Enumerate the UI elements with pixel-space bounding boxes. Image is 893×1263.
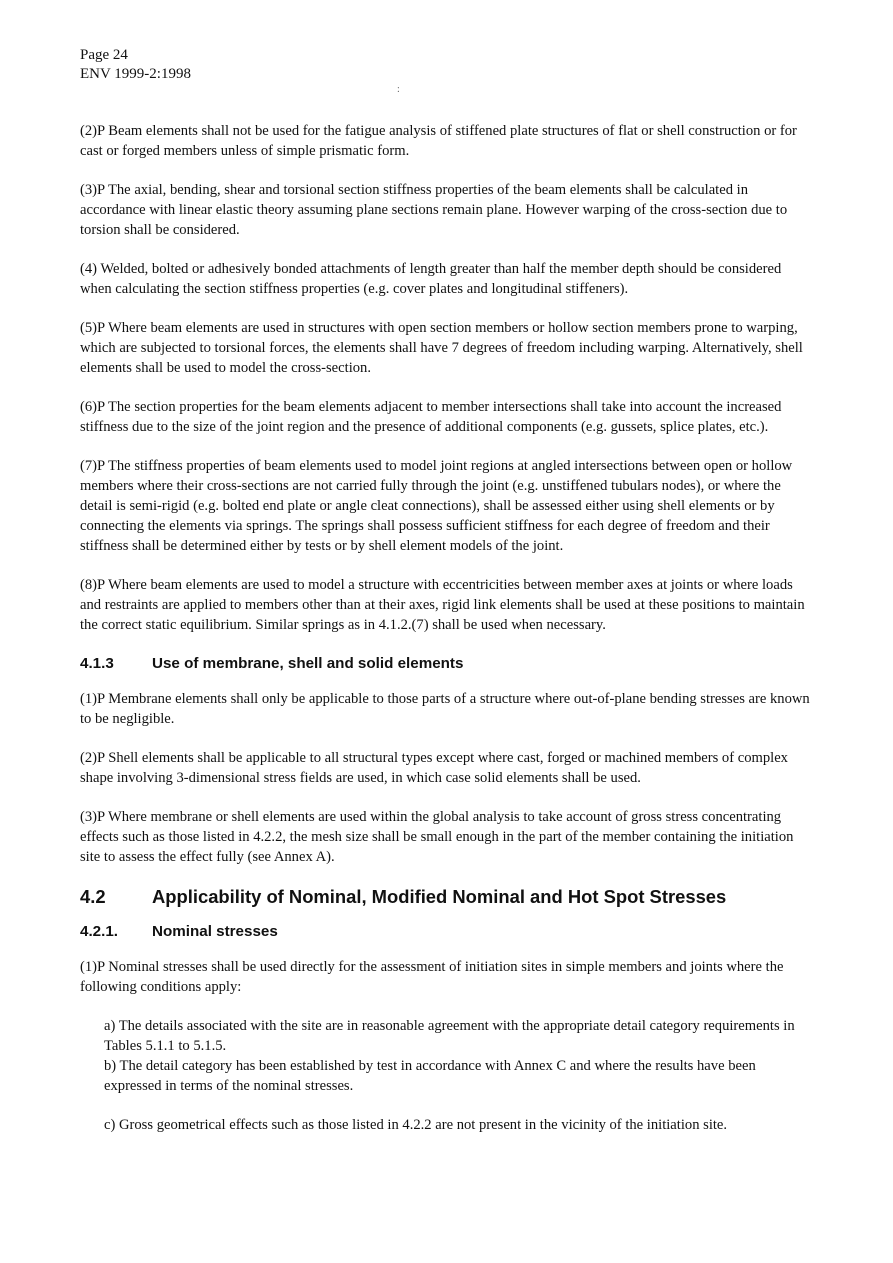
section-heading-4-2-1 <box>80 922 810 942</box>
section-number: 4.2.1. <box>80 923 118 940</box>
scan-speck: : <box>397 84 400 95</box>
paragraph-413-1p: (1)P Membrane elements shall only be applicable to those parts of a structure where out-of-plane bending stresses are known to be negligible. <box>80 691 810 727</box>
paragraph-413-3p: (3)P Where membrane or shell elements are used within the global analysis to take account of gross stress concentrating effects such as those listed in 4.2.2, the mesh size shall be small enough in the part of the member containing the initiation site to assess the effect fully (see Annex A). <box>80 809 794 865</box>
paragraph-8p: (8)P Where beam elements are used to model a structure with eccentricities between member axes at joints or where loads and restraints are applied to members other than at their axes, rigid link elements shall be used at these positions to maintain the correct static equilibrium. Similar springs as in 4.1.2.(7) shall be used when necessary. <box>80 577 805 633</box>
paragraph-4: (4) Welded, bolted or adhesively bonded attachments of length greater than half the member depth should be considered when calculating the section stiffness properties (e.g. cover plates and longitudinal stiffeners). <box>80 261 782 297</box>
section-heading-4-1-3 <box>80 654 810 674</box>
list-item: a) The details associated with the site are in reasonable agreement with the appropriate detail category requirements in Tables 5.1.1 to 5.1.5. <box>104 1018 795 1054</box>
paragraph-5p: (5)P Where beam elements are used in structures with open section members or hollow section members prone to warping, which are subjected to torsional forces, the elements shall have 7 degrees of freedom including warping. Alternatively, shell elements shall be used to model the cross-section. <box>80 320 803 376</box>
page-number: Page 24 <box>80 47 128 63</box>
section-heading-4-2 <box>80 886 810 908</box>
paragraph-7p: (7)P The stiffness properties of beam elements used to model joint regions at angled intersections between open or hollow members where their cross-sections are not carried fully through the joint (e.g. unstiffened tubulars nodes), or where the detail is semi-rigid (e.g. bolted end plate or angle cleat connections), shall be assessed either using shell elements or by connecting the elements via springs. The springs shall possess sufficient stiffness for each degree of freedom and their stiffness shall be determined either by tests or by shell element models of the joint. <box>80 458 793 554</box>
page-header <box>80 46 191 84</box>
standard-reference: ENV 1999-2:1998 <box>80 66 191 82</box>
conditions-list <box>104 1016 810 1135</box>
paragraph-6p: (6)P The section properties for the beam elements adjacent to member intersections shall take into account the increased stiffness due to the size of the joint region and the presence of additional components (e.g. gussets, splice plates, etc.). <box>80 399 782 435</box>
paragraph-421-1p: (1)P Nominal stresses shall be used directly for the assessment of initiation sites in simple members and joints where the following conditions apply: <box>80 959 784 995</box>
list-item: b) The detail category has been established by test in accordance with Annex C and where the results have been expressed in terms of the nominal stresses. <box>104 1058 756 1094</box>
list-item: c) Gross geometrical effects such as those listed in 4.2.2 are not present in the vicinity of the initiation site. <box>104 1117 728 1133</box>
section-number: 4.1.3 <box>80 655 114 672</box>
document-body <box>80 121 810 1135</box>
paragraph-3p: (3)P The axial, bending, shear and torsional section stiffness properties of the beam elements shall be calculated in accordance with linear elastic theory assuming plane sections remain plane. However warping of the cross-section due to torsion shall be considered. <box>80 182 788 238</box>
paragraph-413-2p: (2)P Shell elements shall be applicable to all structural types except where cast, forged or machined members of complex shape involving 3-dimensional stress fields are used, in which case solid elements shall be used. <box>80 750 788 786</box>
section-title: Use of membrane, shell and solid elements <box>152 655 464 672</box>
section-title: Nominal stresses <box>152 923 278 940</box>
paragraph-2p: (2)P Beam elements shall not be used for the fatigue analysis of stiffened plate structures of flat or shell construction or for cast or forged members unless of simple prismatic form. <box>80 123 797 159</box>
section-number: 4.2 <box>80 886 106 907</box>
section-title: Applicability of Nominal, Modified Nominal and Hot Spot Stresses <box>152 886 727 907</box>
